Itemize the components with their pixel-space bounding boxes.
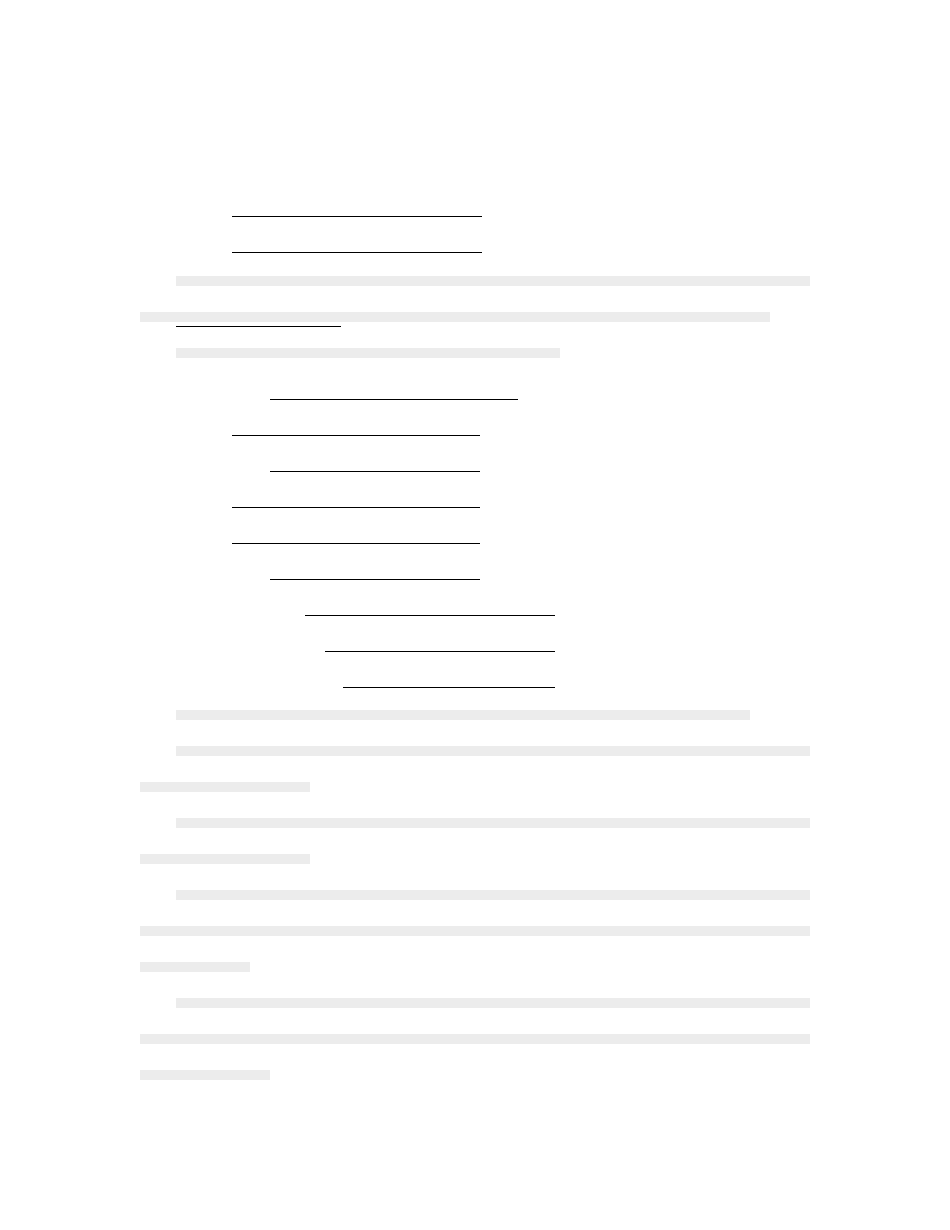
notice-text-end bbox=[140, 1070, 270, 1080]
field-blank-6 bbox=[270, 579, 480, 580]
clause-4-text-cont bbox=[140, 854, 310, 864]
clause-one-heading bbox=[176, 348, 560, 358]
clause-5-text bbox=[176, 890, 810, 900]
notice-text-cont bbox=[140, 1034, 810, 1044]
clause-5-text-cont bbox=[140, 926, 810, 936]
clause-4-text bbox=[176, 818, 810, 828]
document-title bbox=[0, 124, 950, 146]
field-blank-4 bbox=[232, 507, 480, 508]
clause-2-text bbox=[176, 710, 750, 720]
clause-5-text-end bbox=[140, 962, 250, 972]
field-blank-1 bbox=[270, 399, 518, 400]
party-a-blank bbox=[232, 216, 482, 217]
rules-blank bbox=[176, 326, 341, 327]
field-blank-3 bbox=[270, 471, 480, 472]
clause-3-text bbox=[176, 746, 810, 756]
party-b-blank bbox=[232, 252, 482, 253]
field-blank-5 bbox=[232, 543, 480, 544]
field-blank-7 bbox=[305, 615, 555, 616]
recital-paragraph-cont bbox=[140, 312, 770, 322]
field-blank-9 bbox=[343, 687, 555, 688]
recital-paragraph bbox=[176, 276, 810, 286]
field-blank-2 bbox=[232, 435, 480, 436]
notice-text bbox=[176, 998, 810, 1008]
field-blank-8 bbox=[325, 651, 555, 652]
clause-3-text-cont bbox=[140, 782, 310, 792]
